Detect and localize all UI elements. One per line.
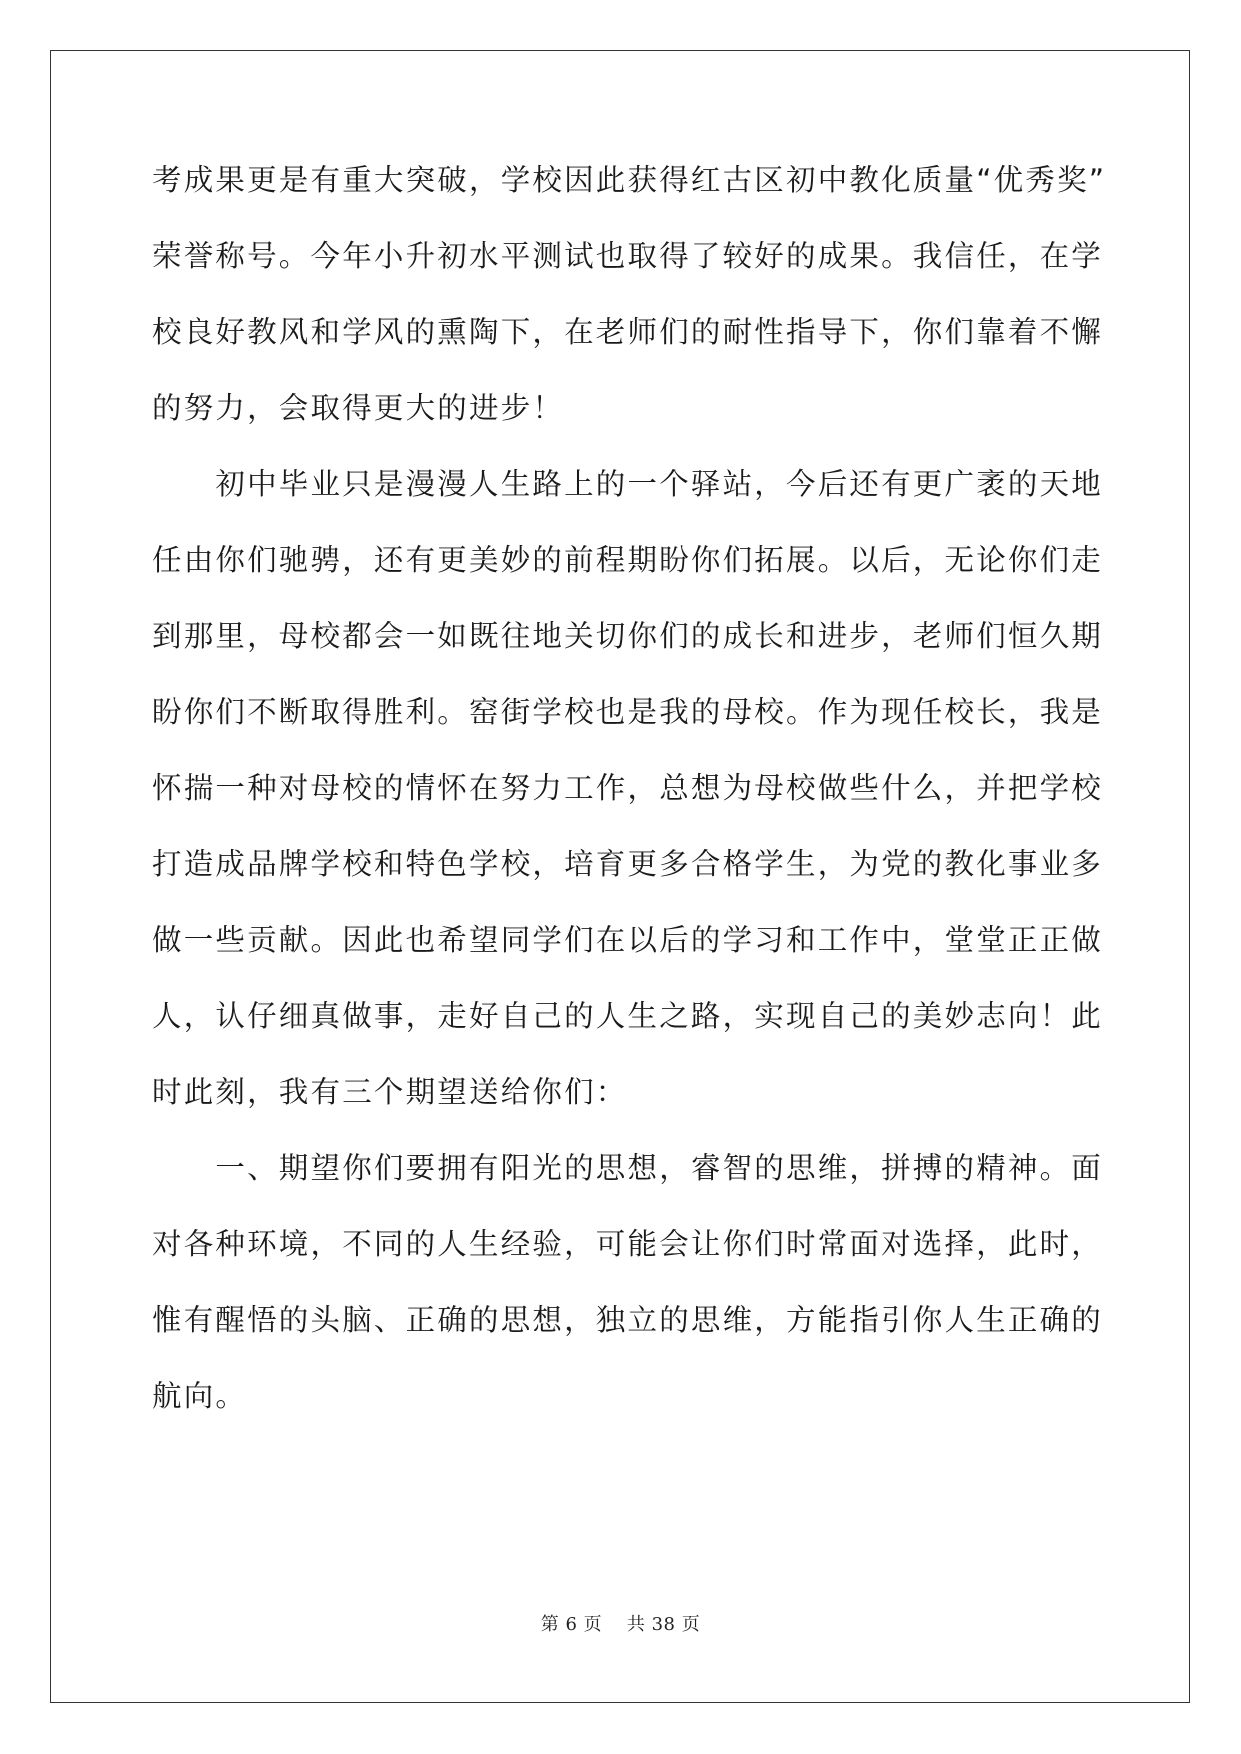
page-number-footer: 第 6 页 共 38 页 (540, 1614, 701, 1635)
text-line: 到那里，母校都会一如既往地关切你们的成长和进步，老师们恒久期 (152, 619, 1104, 653)
text-line: 对各种环境，不同的人生经验，可能会让你们时常面对选择，此时， (152, 1227, 1104, 1261)
text-line: 怀揣一种对母校的情怀在努力工作，总想为母校做些什么，并把学校 (152, 771, 1104, 805)
text-line: 一、期望你们要拥有阳光的思想，睿智的思维，拼搏的精神。面 (152, 1151, 1104, 1185)
text-line: 初中毕业只是漫漫人生路上的一个驿站，今后还有更广袤的天地 (152, 467, 1104, 501)
text-line: 考成果更是有重大突破，学校因此获得红古区初中教化质量“优秀奖” (152, 163, 1107, 197)
text-line: 打造成品牌学校和特色学校，培育更多合格学生，为党的教化事业多 (152, 847, 1104, 881)
text-line: 任由你们驰骋，还有更美妙的前程期盼你们拓展。以后，无论你们走 (152, 543, 1104, 577)
text-line: 人，认仔细真做事，走好自己的人生之路，实现自己的美妙志向！此 (152, 999, 1104, 1033)
text-line: 校良好教风和学风的熏陶下，在老师们的耐性指导下，你们靠着不懈 (152, 315, 1104, 349)
text-line: 做一些贡献。因此也希望同学们在以后的学习和工作中，堂堂正正做 (152, 923, 1104, 957)
text-line: 时此刻，我有三个期望送给你们： (152, 1075, 628, 1109)
text-line: 盼你们不断取得胜利。窑街学校也是我的母校。作为现任校长，我是 (152, 695, 1104, 729)
text-line: 的努力，会取得更大的进步！ (152, 391, 565, 425)
text-line: 惟有醒悟的头脑、正确的思想，独立的思维，方能指引你人生正确的 (152, 1303, 1104, 1337)
text-line: 航向。 (152, 1379, 248, 1413)
text-line: 荣誉称号。今年小升初水平测试也取得了较好的成果。我信任，在学 (152, 239, 1104, 273)
